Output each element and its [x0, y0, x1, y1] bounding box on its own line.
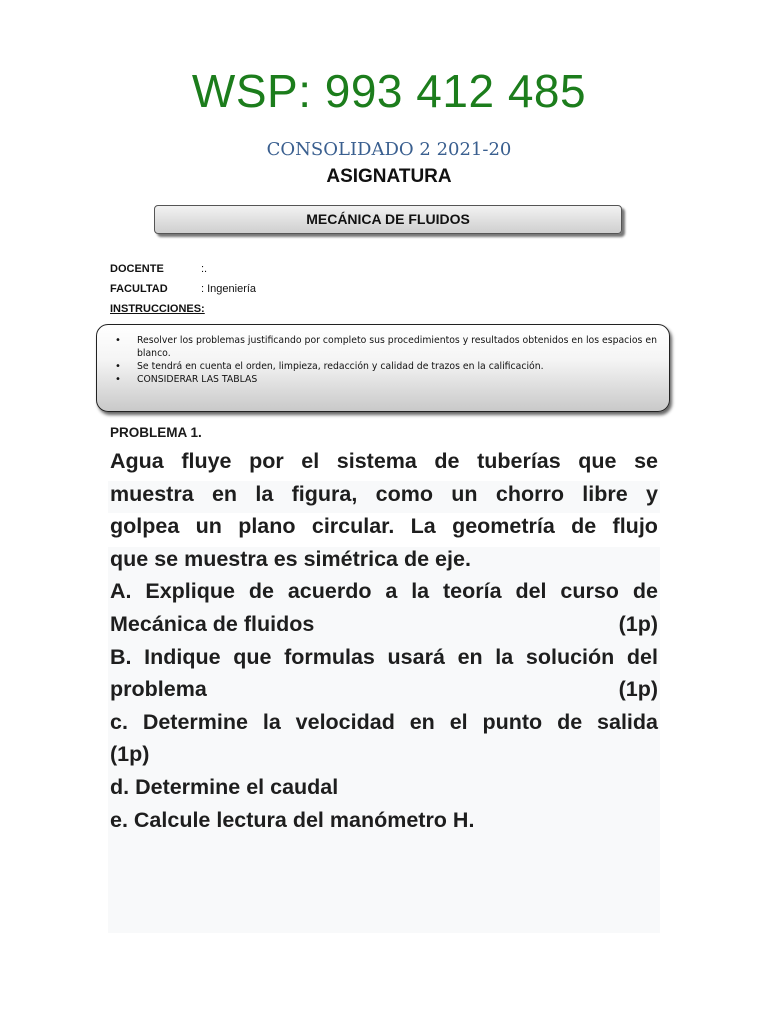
item-a-line: A. Explique de acuerdo a la teoría del curso de — [110, 579, 658, 604]
problem-title: PROBLEMA 1. — [110, 425, 202, 440]
points-badge: (1p) — [618, 677, 658, 702]
statement-line: golpea un plano circular. La geometría de flujo — [110, 514, 658, 539]
docente-value: :. — [201, 263, 208, 275]
docente-label: DOCENTE — [110, 263, 164, 275]
item-a-line: Mecánica de fluidos (1p) — [110, 608, 658, 641]
exam-subtitle: CONSOLIDADO 2 2021-20 — [266, 139, 512, 160]
course-title: MECÁNICA DE FLUIDOS — [306, 211, 470, 227]
statement-line: muestra en la figura, como un chorro libre y — [110, 481, 658, 506]
points-badge: (1p) — [618, 611, 658, 636]
statement-line: que se muestra es simétrica de eje. — [110, 546, 471, 571]
item-e: e. Calcule lectura del manómetro H. — [110, 807, 475, 832]
item-b-line: B. Indique que formulas usará en la solución del — [110, 644, 658, 669]
whatsapp-contact-heading: WSP: 993 412 485 — [191, 65, 587, 117]
instructions-label: INSTRUCCIONES: — [110, 303, 205, 315]
instruction-item: • Resolver los problemas justificando por completo sus procedimientos y resultados obtenidos en los espacios en blanco. — [137, 334, 657, 360]
statement-line: Agua fluye por el sistema de tuberías que se — [110, 449, 658, 473]
facultad-label: FACULTAD — [110, 283, 168, 295]
subject-label: ASIGNATURA — [326, 166, 452, 187]
facultad-value: : Ingeniería — [201, 283, 257, 295]
problem-statement — [110, 445, 658, 836]
item-c-line: c. Determine la velocidad en el punto de salida — [110, 709, 658, 734]
instruction-item: • Se tendrá en cuenta el orden, limpieza, redacción y calidad de trazos en la calificación. — [137, 360, 657, 373]
course-title-box — [154, 205, 622, 234]
item-b-line: problema (1p) — [110, 673, 658, 706]
item-d: d. Determine el caudal — [110, 774, 339, 799]
instruction-item: • CONSIDERAR LAS TABLAS — [137, 373, 657, 386]
points-badge: (1p) — [110, 742, 150, 767]
instructions-box — [96, 324, 670, 412]
instructions-list — [137, 334, 657, 386]
